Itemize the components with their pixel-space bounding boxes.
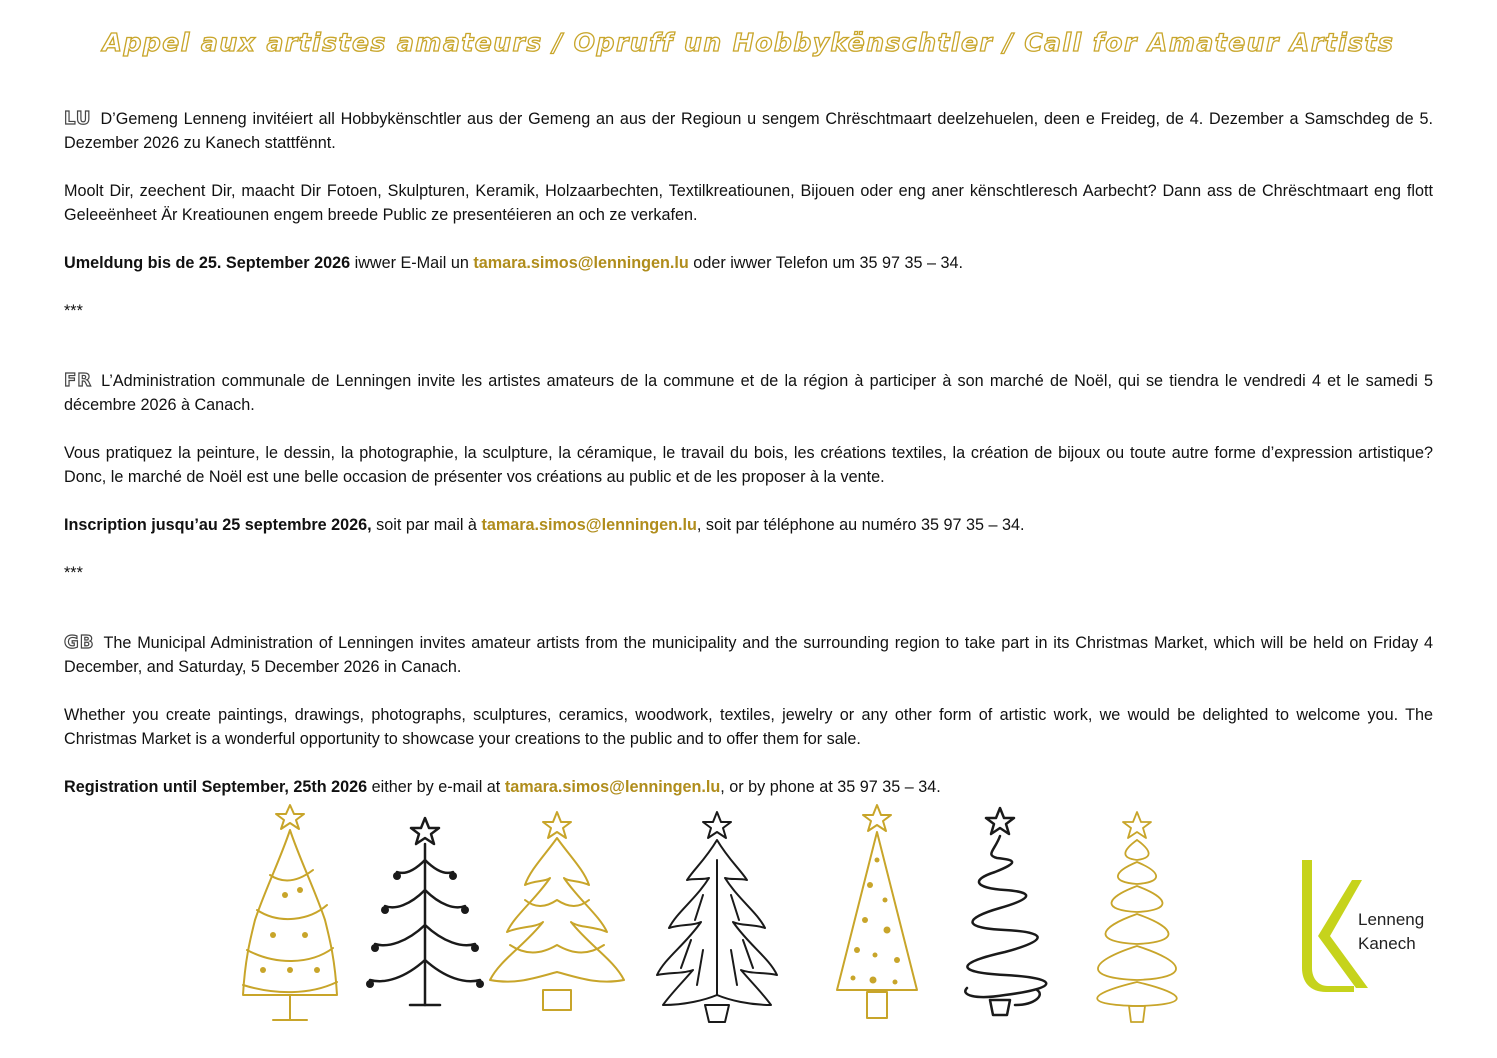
fr-registration-deadline: Inscription jusqu’au 25 septembre 2026, xyxy=(64,516,372,534)
gb-description-paragraph: Whether you create paintings, drawings, photographs, sculptures, ceramics, woodwork, textiles, jewelry or any other form of artistic work, we would be delighted to welcome you. The Christmas Market is a wonderful opportunity to showcase your creations to the public and to offer them for sale. xyxy=(64,706,1433,748)
fr-registration-paragraph xyxy=(64,513,1433,537)
christmas-trees-illustration xyxy=(225,800,1225,1030)
gb-registration-mid: either by e-mail at xyxy=(367,778,505,796)
lang-code-gb: GB xyxy=(64,632,95,653)
fr-registration-end: , soit par téléphone au numéro 35 97 35 – 34. xyxy=(696,516,1025,534)
lang-code-fr: FR xyxy=(64,370,93,391)
black-layered-tree-icon xyxy=(657,812,777,1022)
document-body xyxy=(64,107,1433,823)
gold-swirl-tree-icon xyxy=(1097,812,1177,1022)
fr-intro-text: L’Administration communale de Lenningen invite les artistes amateurs de la commune et de la région à participer à son marché de Noël, qui se tiendra le vendredi 4 et le samedi 5 décembre 2026 à Canach. xyxy=(64,372,1433,414)
logo-line-kanech: Kanech xyxy=(1358,934,1416,953)
logo-line-lenneng: Lenneng xyxy=(1358,910,1425,929)
fr-intro-paragraph xyxy=(64,369,1433,417)
page-title: Appel aux artistes amateurs / Opruff un Hobbykënschtler / Call for Amateur Artists xyxy=(102,28,1395,57)
logo-text xyxy=(1358,908,1424,956)
gb-registration-end: , or by phone at 35 97 35 – 34. xyxy=(720,778,941,796)
fr-email-link[interactable]: tamara.simos@lenningen.lu xyxy=(481,516,697,534)
lu-intro-paragraph xyxy=(64,107,1433,155)
gb-email-link[interactable]: tamara.simos@lenningen.lu xyxy=(504,778,721,796)
separator-1: *** xyxy=(64,302,83,320)
gold-dotted-tree-icon xyxy=(837,805,917,1018)
lu-registration-end: oder iwwer Telefon um 35 97 35 – 34. xyxy=(688,254,963,272)
lu-registration-deadline: Umeldung bis de 25. September 2026 xyxy=(64,254,351,272)
fr-description-paragraph: Vous pratiquez la peinture, le dessin, la photographie, la sculpture, la céramique, le travail du bois, les créations textiles, la création de bijoux ou toute autre forme d’expression artistique? Donc, le marché de Noël est une belle occasion de présenter vos créations au public et de les proposer à la vente. xyxy=(64,444,1433,486)
lu-intro-text: D’Gemeng Lenneng invitéiert all Hobbykënschtler aus der Gemeng an aus der Regioun u sengem Chrëschtmaart deelzehuelen, deen e Freideg, de 4. Dezember a Samschdeg de 5. Dezember 2026 zu Kanech stattfënnt. xyxy=(64,110,1433,152)
lu-email-link[interactable]: tamara.simos@lenningen.lu xyxy=(473,254,689,272)
lu-registration-mid: iwwer E-Mail un xyxy=(350,254,474,272)
separator-2: *** xyxy=(64,564,83,582)
gb-intro-text: The Municipal Administration of Lenningen invites amateur artists from the municipality and the surrounding region to take part in its Christmas Market, which will be held on Friday 4 December, and Saturday, 5 December 2026 in Canach. xyxy=(64,634,1433,676)
gb-registration-paragraph xyxy=(64,775,1433,799)
lang-code-lu: LU xyxy=(64,108,92,129)
black-spiral-tree-icon xyxy=(965,808,1046,1015)
gb-intro-paragraph xyxy=(64,631,1433,679)
black-stick-tree-icon xyxy=(366,818,484,1005)
gold-layered-tree-icon xyxy=(490,812,624,1010)
gold-garland-tree-icon xyxy=(243,805,337,1020)
lu-description-paragraph: Moolt Dir, zeechent Dir, maacht Dir Fotoen, Skulpturen, Keramik, Holzaarbechten, Textilkreatiounen, Bijouen oder eng aner kënschtleresch Aarbecht? Dann ass de Chrëschtmaart eng flott Geleeënheet Är Kreatiounen engem breede Public ze presentéieren an och ze verkafen. xyxy=(64,182,1433,224)
gb-registration-deadline: Registration until September, 25th 2026 xyxy=(64,778,368,796)
lu-registration-paragraph xyxy=(64,251,1433,275)
fr-registration-mid: soit par mail à xyxy=(371,516,482,534)
